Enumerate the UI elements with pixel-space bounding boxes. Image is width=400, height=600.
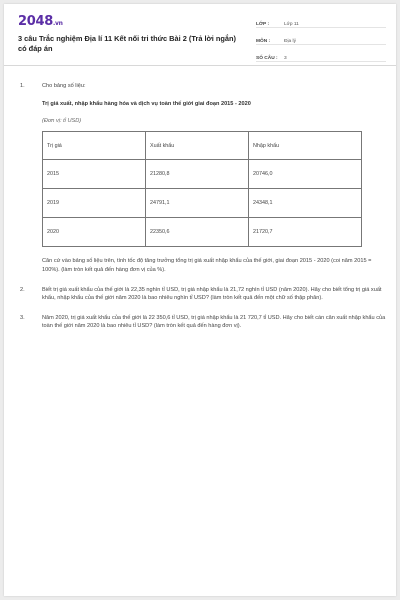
data-table: [42, 131, 362, 247]
table-cell: 22350,6: [146, 218, 249, 247]
meta-info: [256, 14, 386, 65]
meta-row-subject: [256, 31, 386, 45]
table-row: [43, 218, 362, 247]
question-number: 2.: [20, 287, 25, 294]
page-header: [4, 4, 396, 66]
meta-row-class: [256, 14, 386, 28]
document-page: [4, 4, 396, 596]
question-intro: Cho bảng số liệu:: [42, 83, 86, 89]
logo-text: 2048: [18, 14, 53, 29]
table-header-cell: Nhập khẩu: [249, 132, 362, 160]
question-number: 1.: [20, 83, 25, 89]
site-logo[interactable]: [18, 14, 63, 29]
table-cell: 20746,0: [249, 160, 362, 189]
meta-label-class: LỚP :: [256, 22, 270, 27]
question-text: Căn cứ vào bảng số liệu trên, tính tốc độ tăng trưởng tổng trị giá xuất nhập khẩu của thế giới, giai đoạn 2015 - 2020 (coi năm 2015 = 100%). (làm tròn kết quả đến hàng đơn vị của %).: [42, 258, 372, 273]
meta-value-class: Lớp 11: [284, 22, 299, 27]
meta-value-count: 3: [284, 56, 287, 61]
table-row: [43, 160, 362, 189]
table-cell: 2019: [43, 189, 146, 218]
page-title: 3 câu Trắc nghiệm Địa lí 11 Kết nối tri thức Bài 2 (Trả lời ngắn) có đáp án: [18, 34, 237, 53]
table-cell: 24791,1: [146, 189, 249, 218]
meta-label-count: SỐ CÂU :: [256, 56, 278, 61]
question-text: Năm 2020, trị giá xuất khẩu của thế giới là 22 350,6 tỉ USD, trị giá nhập khẩu là 21 720,7 tỉ USD. Hãy cho biết cán cân xuất nhập khẩu của toàn thế giới năm 2020 là bao nhiêu tỉ USD? (làm tròn kết quả đến hàng đơn vị).: [42, 314, 386, 330]
questions-list: [20, 82, 386, 331]
logo-tld: .vn: [52, 20, 63, 27]
question-2: [20, 286, 386, 303]
meta-label-subject: MÔN :: [256, 39, 271, 44]
table-unit: (Đơn vị: tỉ USD): [42, 117, 82, 124]
question-number: 3.: [20, 314, 25, 321]
table-cell: 21720,7: [249, 218, 362, 247]
table-cell: 2015: [43, 160, 146, 189]
table-title: Trị giá xuất, nhập khẩu hàng hóa và dịch vụ toàn thế giới giai đoạn 2015 - 2020: [42, 101, 251, 108]
question-3: [20, 314, 386, 331]
table-cell: 24348,1: [249, 189, 362, 218]
table-header-row: [43, 132, 362, 160]
meta-value-subject: Địa lý: [284, 39, 296, 44]
meta-row-count: [256, 48, 386, 62]
question-text: Biết trị giá xuất khẩu của thế giới là 22,35 nghìn tỉ USD, trị giá nhập khẩu là 21,72 nghìn tỉ USD (năm 2020). Hãy cho biết tổng trị giá xuất khẩu, nhập khẩu của thế giới năm 2020 là bao nhiêu nghìn tỉ USD? (làm tròn kết quả đến một chữ số thập phân).: [42, 287, 382, 302]
table-cell: 2020: [43, 218, 146, 247]
table-header-cell: Trị giá: [43, 132, 146, 160]
question-1: [20, 82, 386, 274]
table-header-cell: Xuất khẩu: [146, 132, 249, 160]
table-row: [43, 189, 362, 218]
table-cell: 21280,8: [146, 160, 249, 189]
